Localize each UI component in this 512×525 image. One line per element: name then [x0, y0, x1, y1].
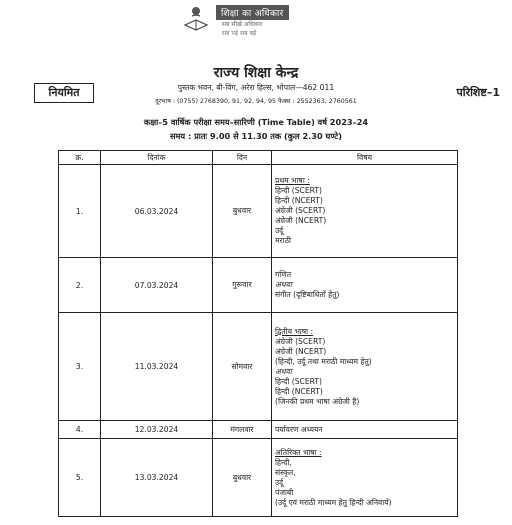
table-row — [59, 439, 458, 517]
subject-or: अथवा — [275, 366, 292, 376]
subject-line: (उर्दू एवं मराठी माध्यम हेतु हिन्दी अनिवार्य) — [275, 497, 392, 507]
row-subjects — [272, 439, 458, 517]
subject-line: पर्यावरण अध्ययन — [275, 424, 323, 434]
phone-fax: दूरभाष : (0755) 2768390, 91, 92, 94, 95 फैक्स : 2552363, 2760561 — [155, 98, 357, 105]
logo — [182, 3, 332, 47]
header-subject: विषय — [272, 151, 458, 165]
subject-line: हिन्दी (SCERT) — [275, 376, 322, 386]
row-sno: 4. — [59, 421, 101, 439]
regular-label-box: नियमित — [34, 83, 94, 103]
exam-time: समय : प्रातः 9.00 से 11.30 तक (कुल 2.30 घण्टे) — [169, 131, 343, 141]
subject-line: गणित — [275, 270, 292, 279]
subject-line: अंग्रेजी (SCERT) — [275, 336, 326, 346]
book-emblem-icon — [182, 3, 210, 33]
subject-line: अंग्रेजी (NCERT) — [275, 216, 327, 225]
subject-line: (जिनकी प्रथम भाषा अंग्रेजी है) — [275, 396, 360, 406]
table-row — [59, 258, 458, 313]
header-day: दिन — [213, 151, 272, 165]
row-date: 06.03.2024 — [101, 165, 213, 258]
subject-heading: अतिरिक्त भाषा : — [275, 447, 322, 457]
row-sno: 3. — [59, 313, 101, 421]
subject-line: (हिन्दी, उर्दू तथा मराठी माध्यम हेतु) — [275, 356, 372, 366]
header-date: दिनांक — [101, 151, 213, 165]
row-date: 07.03.2024 — [101, 258, 213, 313]
subject-or: अथवा — [275, 280, 292, 289]
subject-heading: प्रथम भाषा : — [275, 176, 310, 185]
subject-line: पंजाबी — [275, 487, 294, 497]
subject-line: मराठी — [275, 236, 291, 245]
row-sno: 1. — [59, 165, 101, 258]
table-row — [59, 165, 458, 258]
header-sno: क्र. — [59, 151, 101, 165]
subject-line: अंग्रेजी (NCERT) — [275, 346, 327, 356]
table-row — [59, 313, 458, 421]
subject-line: उर्दू — [275, 226, 284, 235]
exam-title: कक्षा–5 वार्षिक परीक्षा समय–सारिणी (Time Table) वर्ष 2023–24 — [143, 117, 369, 127]
timetable — [58, 150, 458, 517]
address: पुस्तक भवन, बी-विंग, अरेरा हिल्स, भोपाल—462 011 — [177, 83, 335, 92]
row-subjects — [272, 313, 458, 421]
subject-line: अंग्रेजी (SCERT) — [275, 206, 326, 215]
row-date: 12.03.2024 — [101, 421, 213, 439]
row-subjects — [272, 165, 458, 258]
appendix-label: परिशिष्ट–1 — [456, 86, 500, 99]
row-day: बुधवार — [213, 439, 272, 517]
logo-text: शिक्षा का अधिकार — [216, 5, 289, 20]
logo-tagline-2: सब पढ़ें सब बढ़ें — [222, 30, 257, 37]
subject-line: हिन्दी (NCERT) — [275, 196, 323, 205]
subject-heading: द्वितीय भाषा : — [275, 326, 314, 336]
row-day: बुधवार — [213, 165, 272, 258]
page-title: राज्य शिक्षा केन्द्र — [213, 65, 299, 81]
subject-line: उर्दू — [275, 477, 284, 487]
subject-line: हिन्दी (SCERT) — [275, 186, 322, 195]
row-day: सोमवार — [213, 313, 272, 421]
row-sno: 5. — [59, 439, 101, 517]
subject-line: संगीत (दृष्टिबाधितों हेतु) — [275, 290, 340, 299]
row-subjects — [272, 258, 458, 313]
row-subjects — [272, 421, 458, 439]
row-date: 13.03.2024 — [101, 439, 213, 517]
table-row — [59, 421, 458, 439]
subject-line: संस्कृत, — [275, 467, 296, 477]
row-day: मंगलवार — [213, 421, 272, 439]
row-sno: 2. — [59, 258, 101, 313]
row-day: गुरूवार — [213, 258, 272, 313]
subject-line: हिन्दी (NCERT) — [275, 386, 323, 396]
table-header-row — [59, 151, 458, 165]
logo-tagline: सब सीखें अधिकार — [222, 21, 263, 28]
subject-line: हिन्दी, — [275, 457, 292, 467]
row-date: 11.03.2024 — [101, 313, 213, 421]
